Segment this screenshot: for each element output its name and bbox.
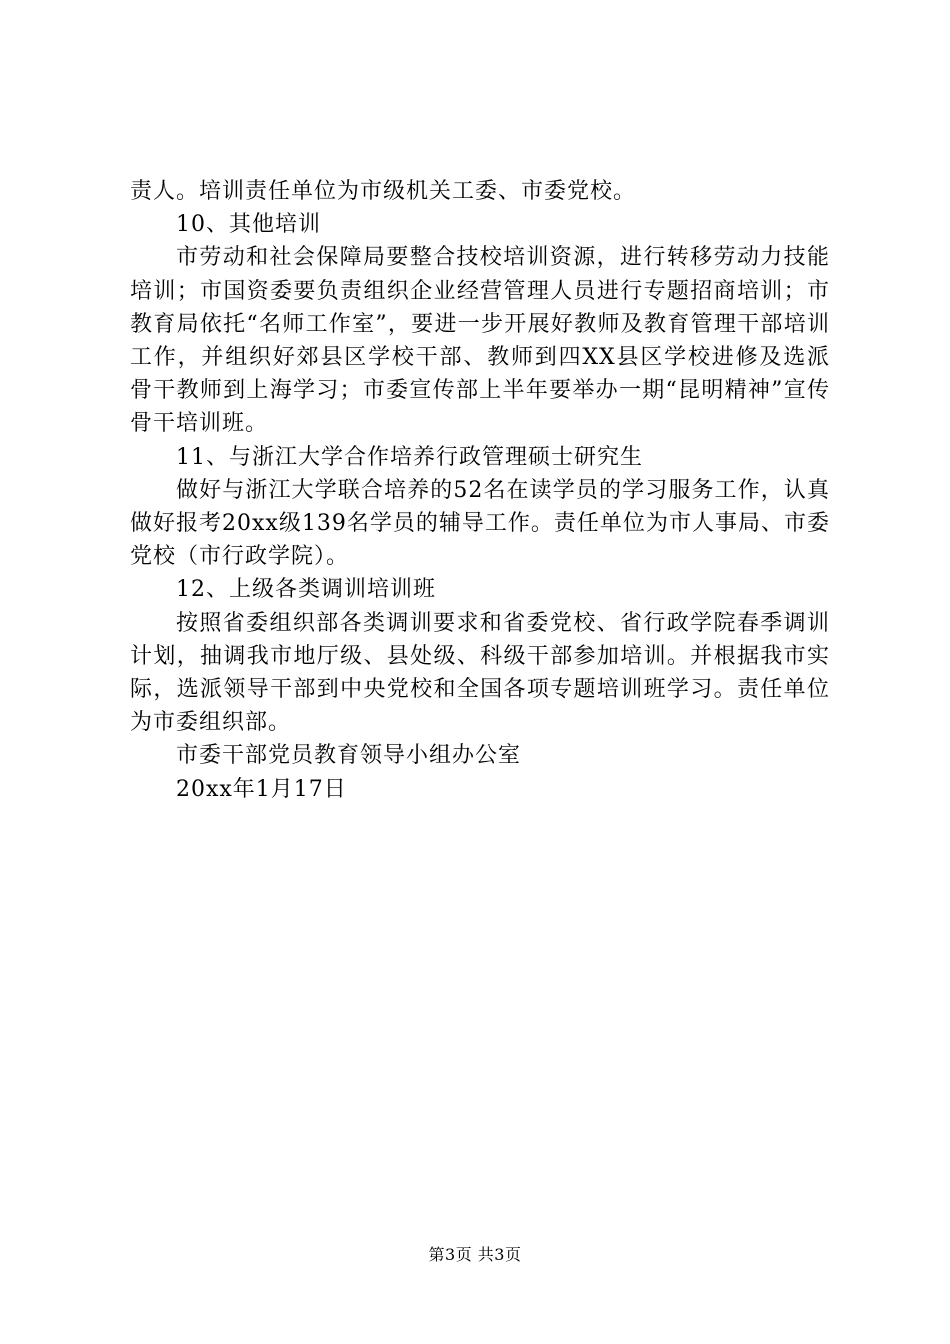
section-heading-12: 12、上级各类调训培训班 [176,577,436,603]
section-heading-11: 11、与浙江大学合作培养行政管理硕士研究生 [176,444,643,470]
paragraph-other-training: 市劳动和社会保障局要整合技校培训资源，进行转移劳动力技能培训；市国资委要负责组织企业经营管理人员进行专题招商培训；市教育局依托“名师工作室”，要进一步开展好教师及教育管理干部培训工作，并组织好郊县区学校干部、教师到四XX县区学校进修及选派骨干教师到上海学习；市委宣传部上半年要举办一期“昆明精神”宣传骨干培训班。 [130,245,830,437]
paragraph-zju-cooperation: 做好与浙江大学联合培养的52名在读学员的学习服务工作，认真做好报考20xx级139名学员的辅导工作。责任单位为市人事局、市委党校（市行政学院）。 [130,477,830,570]
paragraph-continuation: 责人。培训责任单位为市级机关工委、市委党校。 [130,179,637,204]
signature-date: 20xx年1月17日 [176,776,347,802]
paragraph-upper-level-training: 按照省委组织部各类调训要求和省委党校、省行政学院春季调训计划，抽调我市地厅级、县处级、科级干部参加培训。并根据我市实际，选派领导干部到中央党校和全国各项专题培训班学习。责任单位为市委组织部。 [130,610,830,736]
page-number: 第3页 共3页 [428,1245,522,1264]
document-body [130,175,830,806]
signature-office: 市委干部党员教育领导小组办公室 [176,743,522,769]
section-heading-10: 10、其他培训 [176,212,321,238]
